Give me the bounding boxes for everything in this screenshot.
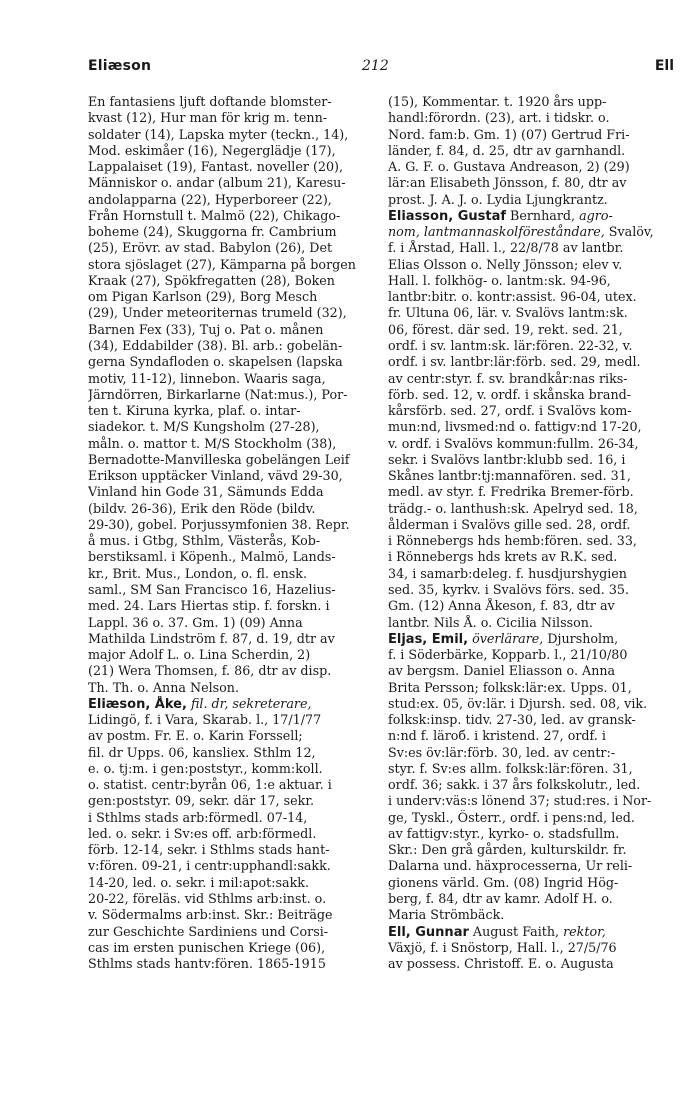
text-line: Järndörren, Birkarlarne (Nat:mus.), Por- (88, 386, 348, 402)
text-line: styr. f. Sv:es allm. folksk:lär:fören. 31, (388, 760, 633, 776)
text-line: e. o. tj:m. i gen:poststyr., komm:koll. (88, 760, 323, 776)
text-line: sekr. i Svalövs lantbr:klubb sed. 16, i (388, 451, 626, 467)
text-line: Vinland hin Gode 31, Sämunds Edda (88, 484, 324, 500)
text-line: Mathilda Lindström f. 87, d. 19, dtr av (88, 630, 335, 646)
text-line: Sthlms stads hantv:fören. 1865-1915 (88, 956, 326, 972)
text-line: Kraak (27), Spökfregatten (28), Boken (88, 272, 335, 288)
text-line: lantbr. Nils Å. o. Cicilia Nilsson. (388, 614, 593, 630)
text-line: Erikson upptäcker Vinland, vävd 29-30, (88, 468, 343, 484)
text-line: ordf. i sv. lantm:sk. lär:fören. 22-32, v. (388, 337, 633, 353)
text-line: boheme (24), Skuggorna fr. Cambrium (88, 224, 337, 240)
text-line: förb. 12-14, sekr. i Sthlms stads hant- (88, 842, 330, 858)
text-line: av possess. Christoff. E. o. Augusta (388, 956, 614, 972)
header-right-guide-word: Ell (654, 58, 674, 74)
text-line: kårsförb. sed. 27, ordf. i Svalövs kom- (388, 403, 632, 419)
text-line: sed. 35, kyrkv. i Svalövs förs. sed. 35. (388, 581, 630, 597)
entry-place: Svalöv, (604, 224, 654, 240)
text-line: Lidingö, f. i Vara, Skarab. l., 17/1/77 (88, 712, 322, 728)
entry-ell-gunnar-body (388, 940, 676, 973)
text-line: Människor o. andar (album 21), Karesu- (88, 175, 346, 191)
text-line: Th. Th. o. Anna Nelson. (88, 679, 240, 695)
text-line: major Adolf L. o. Lina Scherdin, 2) (88, 647, 311, 663)
text-line: gen:poststyr. 09, sekr. där 17, sekr. (88, 793, 315, 809)
headword: Eliasson, Gustaf (388, 208, 506, 224)
running-header (88, 58, 676, 80)
text-line: A. G. F. o. Gustava Andreason, 2) (29) (388, 159, 630, 175)
entry-heading-eliaeson-ake (88, 696, 376, 712)
text-line: En fantasiens ljuft doftande blomster- (88, 94, 332, 109)
text-line: stud:ex. 05, öv:lär. i Djursh. sed. 08, vik. (388, 695, 648, 711)
text-line: zur Geschichte Sardiniens und Corsi- (88, 923, 329, 939)
text-line: länder, f. 84, d. 25, dtr av garnhandl. (388, 142, 626, 158)
text-line: Växjö, f. i Snöstorp, Hall. l., 27/5/76 (388, 939, 617, 955)
text-line: i underv:väs:s lönend 37; stud:res. i Nor- (388, 793, 652, 809)
text-line: i Rönnebergs hds hemb:fören. sed. 33, (388, 533, 637, 549)
text-line: 29-30), gobel. Porjussymfonien 38. Repr. (88, 516, 350, 532)
text-line: (21) Wera Thomsen, f. 86, dtr av disp. (88, 663, 332, 679)
text-line: ordf. 36; sakk. i 37 års folkskolutr., led. (388, 777, 641, 793)
entry-place: Djursholm, (543, 630, 619, 646)
text-line: ge, Tyskl., Österr., ordf. i pens:nd, led. (388, 809, 635, 825)
text-line: f. i Årstad, Hall. l., 22/8/78 av lantbr. (388, 240, 624, 256)
text-line: folksk:insp. tidv. 27-30, led. av gransk- (388, 712, 636, 728)
text-line: Maria Strömbäck. (388, 907, 505, 923)
text-line: Mod. eskimåer (16), Negerglädje (17), (88, 142, 336, 158)
text-line: trädg.- o. lanthush:sk. Apelryd sed. 18, (388, 500, 638, 516)
text-line: lär:an Elisabeth Jönsson, f. 80, dtr av (388, 175, 627, 191)
text-line: Lappalaiset (19), Fantast. noveller (20), (88, 159, 344, 175)
text-line: berstiksaml. i Köpenh., Malmö, Lands- (88, 549, 336, 565)
text-line: om Pigan Karlson (29), Borg Mesch (88, 289, 318, 305)
text-line: v. Södermalms arb:inst. Skr.: Beiträge (88, 907, 333, 923)
given-names: August Faith, (468, 923, 564, 939)
entry-eliaeson-ake-continuation (388, 94, 676, 208)
text-line: soldater (14), Lapska myter (teckn., 14), (88, 126, 349, 142)
text-line: Skr.: Den grå gården, kulturskildr. fr. (388, 842, 627, 858)
text-line: (15), Kommentar. t. 1920 års upp- (388, 94, 607, 109)
text-line: Från Hornstull t. Malmö (22), Chikago- (88, 207, 341, 223)
text-line: Hall. l. folkhög- o. lantm:sk. 94-96, (388, 272, 611, 288)
text-line: motiv, 11-12), linnebon. Waaris saga, (88, 370, 326, 386)
text-line: (25), Erövr. av stad. Babylon (26), Det (88, 240, 333, 256)
entry-eljas-emil-body (388, 647, 676, 924)
text-line: 20-22, föreläs. vid Sthlms arb:inst. o. (88, 891, 327, 907)
text-line: kvast (12), Hur man för krig m. tenn- (88, 110, 328, 126)
text-line: ålderman i Svalövs gille sed. 28, ordf. (388, 516, 631, 532)
text-line: 06, förest. där sed. 19, rekt. sed. 21, (388, 321, 623, 337)
text-line: v. ordf. i Svalövs kommun:fullm. 26-34, (388, 435, 639, 451)
text-line: Dalarna und. häxprocesserna, Ur reli- (388, 858, 633, 874)
entry-eliasson-gustaf-body (388, 240, 676, 630)
text-line: av centr:styr. f. sv. brandkår:nas riks- (388, 370, 628, 386)
entry-title: fil. dr, sekreterare, (190, 695, 312, 711)
text-line: saml., SM San Francisco 16, Hazelius- (88, 581, 336, 597)
text-line: andolapparna (22), Hyperboreer (22), (88, 191, 332, 207)
text-line: Skånes lantbr:tj:mannafören. sed. 31, (388, 468, 631, 484)
text-line: cas im ersten punischen Kriege (06), (88, 939, 326, 955)
text-line: med. 24. Lars Hiertas stip. f. forskn. i (88, 598, 330, 614)
text-line: Bernadotte-Manvilleska gobelängen Leif (88, 451, 350, 467)
text-line: Elias Olsson o. Nelly Jönsson; elev v. (388, 256, 623, 272)
text-line: Lappl. 36 o. 37. Gm. 1) (09) Anna (88, 614, 303, 630)
entry-heading-ell-gunnar (388, 924, 676, 940)
entry-title-cont: nom, lantmannaskolföreståndare, (388, 224, 605, 240)
text-line: (29), Under meteoriternas trumeld (32), (88, 305, 347, 321)
entry-eliaeson-continuation (88, 94, 376, 696)
text-line: medl. av styr. f. Fredrika Bremer-förb. (388, 484, 634, 500)
text-line: i Sthlms stads arb:förmedl. 07-14, (88, 809, 308, 825)
text-line: siadekor. t. M/S Kungsholm (27-28), (88, 419, 320, 435)
text-line: förb. sed. 12, v. ordf. i skånska brand- (388, 386, 632, 402)
text-line: å mus. i Gtbg, Sthlm, Västerås, Kob- (88, 533, 321, 549)
entry-heading-eliasson-gustaf-cont (388, 224, 676, 240)
text-line: gionens värld. Gm. (08) Ingrid Hög- (388, 874, 619, 890)
entry-title: överlärare, (472, 630, 544, 646)
left-column (88, 94, 376, 972)
text-line: v:fören. 09-21, i centr:upphandl:sakk. (88, 858, 331, 874)
text-line: Gm. (12) Anna Åkeson, f. 83, dtr av (388, 598, 615, 614)
text-line: handl:förordn. (23), art. i tidskr. o. (388, 110, 610, 126)
entry-heading-eliasson-gustaf (388, 208, 676, 224)
text-line: (34), Eddabilder (38). Bl. arb.: gobelän- (88, 337, 343, 353)
text-line: f. i Söderbärke, Kopparb. l., 21/10/80 (388, 647, 628, 663)
header-left-guide-word: Eliæson (88, 58, 152, 74)
text-line: ordf. i sv. lantbr:lär:förb. sed. 29, medl. (388, 354, 641, 370)
page-number: 212 (362, 58, 389, 74)
text-line: Brita Persson; folksk:lär:ex. Upps. 01, (388, 679, 632, 695)
entry-heading-eljas-emil (388, 631, 676, 647)
text-line: prost. J. A. J. o. Lydia Ljungkrantz. (388, 191, 608, 207)
text-line: fil. dr Upps. 06, kansliex. Sthlm 12, (88, 744, 316, 760)
headword: Eljas, Emil, (388, 631, 469, 647)
text-line: berg, f. 84, dtr av kamr. Adolf H. o. (388, 891, 613, 907)
entry-title: agro- (579, 207, 613, 223)
text-line: kr., Brit. Mus., London, o. fl. ensk. (88, 565, 307, 581)
text-line: fr. Ultuna 06, lär. v. Svalövs lantm:sk. (388, 305, 628, 321)
text-line: stora sjöslaget (27), Kämparna på borgen (88, 256, 356, 272)
entry-title: rektor, (563, 923, 606, 939)
text-line: n:nd f. läroб. i kristend. 27, ordf. i (388, 728, 606, 744)
text-line: måln. o. mattor t. M/S Stockholm (38), (88, 435, 337, 451)
text-line: Sv:es öv:lär:förb. 30, led. av centr:- (388, 744, 616, 760)
right-column (388, 94, 676, 972)
headword: Eliæson, Åke, (88, 696, 187, 712)
given-names: Bernhard, (506, 207, 580, 223)
text-line: i Rönnebergs hds krets av R.K. sed. (388, 549, 618, 565)
text-line: led. o. sekr. i Sv:es off. arb:förmedl. (88, 825, 317, 841)
text-line: Barnen Fex (33), Tuj o. Pat o. månen (88, 321, 324, 337)
text-line: (bildv. 26-36), Erik den Röde (bildv. (88, 500, 316, 516)
text-line: mun:nd, livsmed:nd o. fattigv:nd 17-20, (388, 419, 642, 435)
text-line: 14-20, led. o. sekr. i mil:apot:sakk. (88, 874, 310, 890)
text-line: ten t. Kiruna kyrka, plaf. o. intar- (88, 403, 301, 419)
text-line: av bergsm. Daniel Eliasson o. Anna (388, 663, 616, 679)
entry-eliaeson-ake-body (88, 712, 376, 972)
text-line: lantbr:bitr. o. kontr:assist. 96-04, utex. (388, 289, 637, 305)
headword: Ell, Gunnar (388, 924, 469, 940)
text-line: 34, i samarb:deleg. f. husdjurshygien (388, 565, 627, 581)
text-line: av fattigv:styr., kyrko- o. stadsfullm. (388, 825, 620, 841)
text-line: av postm. Fr. E. o. Karin Forssell; (88, 728, 303, 744)
text-line: o. statist. centr:byrån 06, 1:e aktuar. i (88, 777, 332, 793)
text-line: Nord. fam:b. Gm. 1) (07) Gertrud Fri- (388, 126, 630, 142)
text-line: gerna Syndafloden o. skapelsen (lapska (88, 354, 343, 370)
